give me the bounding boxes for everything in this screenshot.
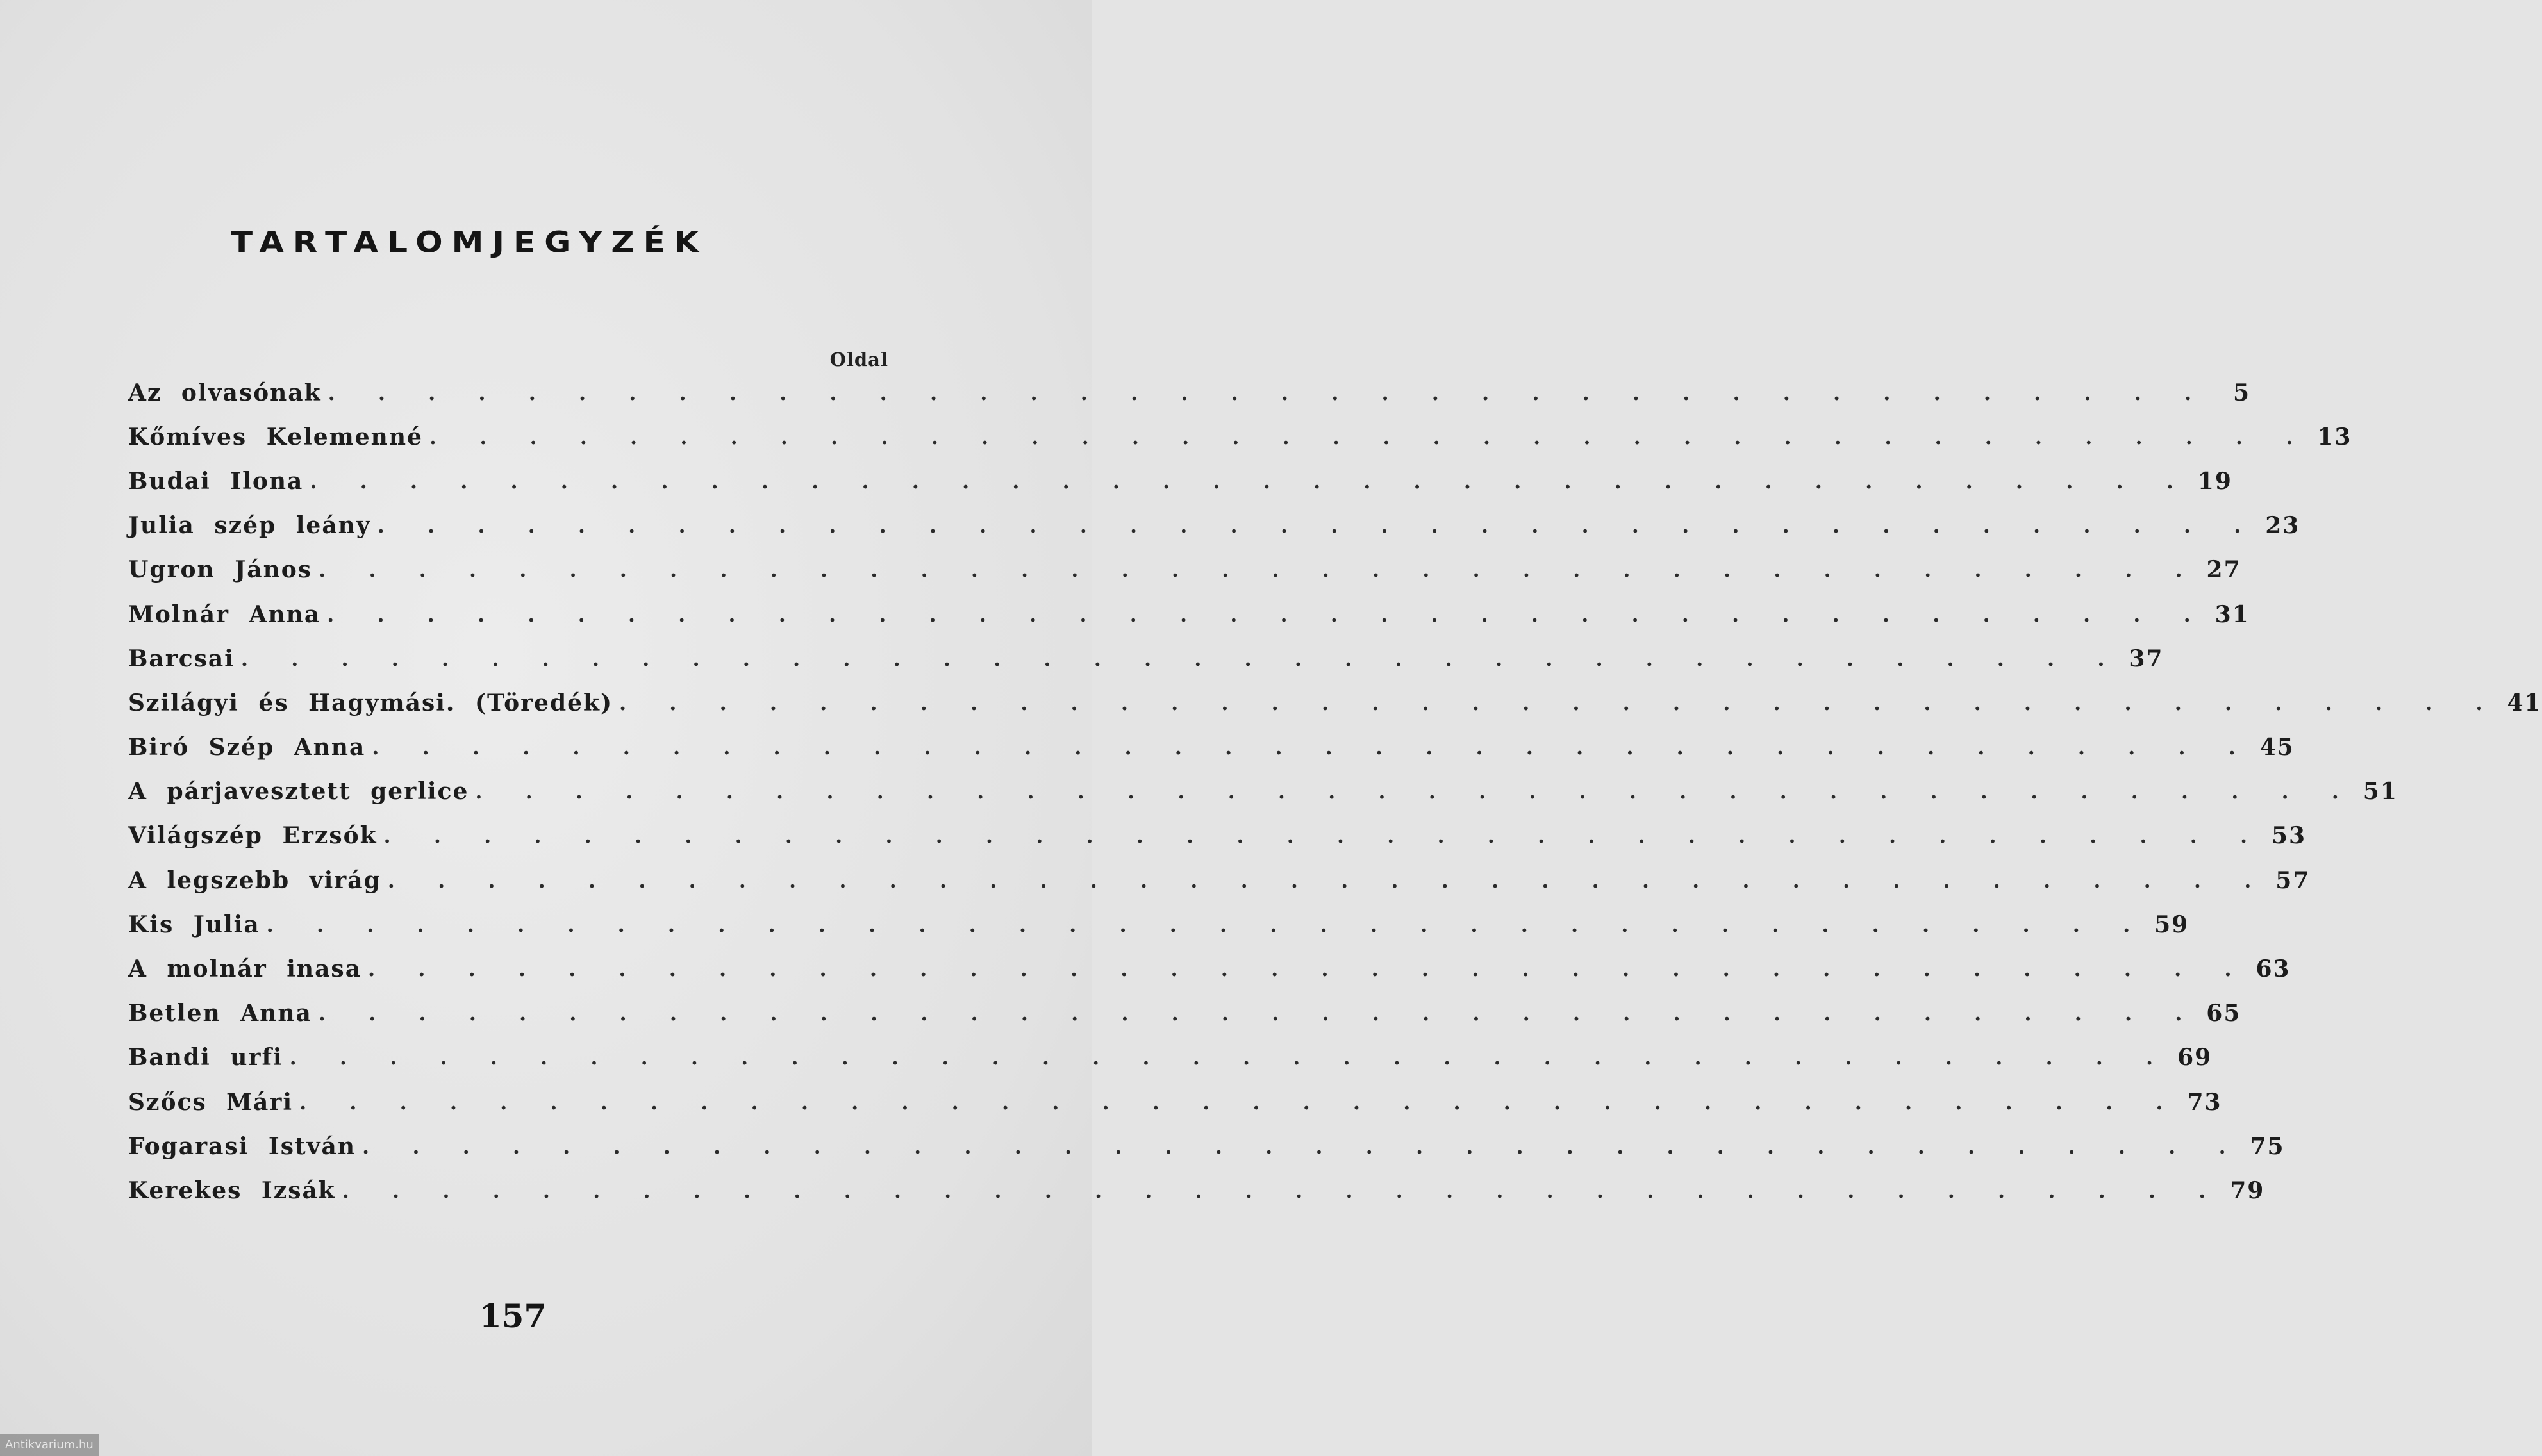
toc-entry-title: Világszép Erzsók [128,822,378,850]
toc-entry-title: A legszebb virág [128,866,381,894]
toc-entry-page: 57 [2275,866,2311,894]
dot-leader: . . . . . . . . . . . . . . . . . . . . . . . . . . . . . . . . . . . . . . [289,1045,2172,1070]
watermark: Antikvarium.hu [0,1434,99,1456]
toc-entry-page: 75 [2250,1132,2285,1160]
toc-entry-page: 73 [2187,1088,2222,1116]
dot-leader: . . . . . . . . . . . . . . . . . . . . . . . . . . . . . . . . . . . . . . [342,1178,2224,1203]
dot-leader: . . . . . . . . . . . . . . . . . . . . . . . . . . . . . . . . . . . . . . [319,558,2200,583]
toc-entry-title: Barcsai [128,645,235,672]
dot-leader: . . . . . . . . . . . . . . . . . . . . . . . . . . . . . . . . . . . . . . [328,380,2210,405]
toc-entry-page: 37 [2129,645,2164,672]
toc-entry-page: 5 [2233,379,2251,406]
dot-leader: . . . . . . . . . . . . . . . . . . . . . . . . . . . . . . . . . . . . . . [377,513,2259,538]
toc-entry [128,592,2250,636]
page-number: 157 [479,1297,547,1335]
toc-entry [128,814,2307,858]
toc-entry-title: Az olvasónak [128,379,322,406]
dot-leader: . . . . . . . . . . . . . . . . . . . . . . . . . . . . . . . . . . . . . . [240,646,2123,671]
toc-entry-title: Szőcs Mári [128,1088,293,1116]
toc-entry [128,1124,2285,1168]
toc-entry [128,991,2241,1036]
toc-entry [128,504,2300,548]
toc-entry [128,681,2542,725]
toc-entry [128,1080,2222,1124]
toc-entry [128,725,2295,770]
table-of-contents [128,370,2542,1213]
dot-leader: . . . . . . . . . . . . . . . . . . . . . . . . . . . . . . . . . . . . . . [299,1089,2181,1114]
toc-entry-title: A párjavesztett gerlice [128,778,469,806]
toc-entry-page: 63 [2255,956,2291,983]
dot-leader: . . . . . . . . . . . . . . . . . . . . . . . . . . . . . . . . . . . . . . [619,690,2501,715]
toc-entry-page: 69 [2177,1044,2213,1071]
toc-entry [128,548,2241,592]
toc-entry-title: Szilágyi és Hagymási. (Töredék) [128,689,613,716]
toc-entry [128,370,2251,415]
dot-leader: . . . . . . . . . . . . . . . . . . . . . . . . . . . . . . . . . . . . . . [429,424,2311,449]
toc-entry-title: Kőmíves Kelemenné [128,423,423,451]
toc-entry-page: 53 [2271,822,2307,850]
toc-entry-page: 45 [2259,734,2295,761]
page-title: TARTALOMJEGYZÉK [231,226,708,260]
dot-leader: . . . . . . . . . . . . . . . . . . . . . . . . . . . . . . . . . . . . . . [387,868,2270,893]
toc-entry [128,459,2232,503]
toc-entry [128,947,2291,991]
toc-entry-title: A molnár inasa [128,956,362,983]
toc-entry-page: 23 [2265,512,2300,540]
toc-entry-title: Kis Julia [128,911,260,938]
dot-leader: . . . . . . . . . . . . . . . . . . . . . . . . . . . . . . . . . . . . . . [327,602,2209,627]
toc-entry-page: 27 [2206,556,2241,584]
toc-entry-title: Ugron János [128,556,313,584]
toc-entry-page: 79 [2230,1177,2265,1204]
toc-entry-title: Molnár Anna [128,600,321,628]
toc-entry-title: Biró Szép Anna [128,734,366,761]
dot-leader: . . . . . . . . . . . . . . . . . . . . . . . . . . . . . . . . . . . . . . [368,957,2250,982]
toc-entry-page: 31 [2214,600,2250,628]
toc-entry [128,415,2352,459]
dot-leader: . . . . . . . . . . . . . . . . . . . . . . . . . . . . . . . . . . . . . . [475,779,2357,804]
toc-entry-page: 41 [2507,689,2542,716]
dot-leader: . . . . . . . . . . . . . . . . . . . . . . . . . . . . . . . . . . . . . . [362,1134,2244,1159]
toc-entry [128,902,2189,947]
toc-entry-title: Kerekes Izsák [128,1177,336,1204]
toc-entry-title: Julia szép leány [128,512,371,540]
toc-entry-title: Betlen Anna [128,1000,312,1027]
dot-leader: . . . . . . . . . . . . . . . . . . . . . . . . . . . . . . . . . . . . . . [383,823,2266,848]
toc-entry [128,770,2398,814]
toc-entry-page: 59 [2154,911,2189,938]
toc-entry-page: 51 [2363,778,2398,806]
toc-entry-page: 19 [2197,467,2232,495]
toc-entry [128,858,2311,902]
toc-entry [128,1168,2265,1212]
toc-entry [128,636,2164,681]
dot-leader: . . . . . . . . . . . . . . . . . . . . . . . . . . . . . . . . . . . . . . [266,912,2148,937]
page-column-header: Oldal [829,349,888,370]
toc-entry-title: Fogarasi István [128,1132,356,1160]
dot-leader: . . . . . . . . . . . . . . . . . . . . . . . . . . . . . . . . . . . . . . [372,735,2254,760]
toc-entry-title: Budai Ilona [128,467,304,495]
dot-leader: . . . . . . . . . . . . . . . . . . . . . . . . . . . . . . . . . . . . . . [318,1001,2200,1026]
toc-entry-page: 65 [2206,1000,2241,1027]
dot-leader: . . . . . . . . . . . . . . . . . . . . . . . . . . . . . . . . . . . . . . [310,468,2191,493]
toc-entry-page: 13 [2317,423,2352,451]
toc-entry-title: Bandi urfi [128,1044,283,1071]
toc-entry [128,1036,2213,1080]
